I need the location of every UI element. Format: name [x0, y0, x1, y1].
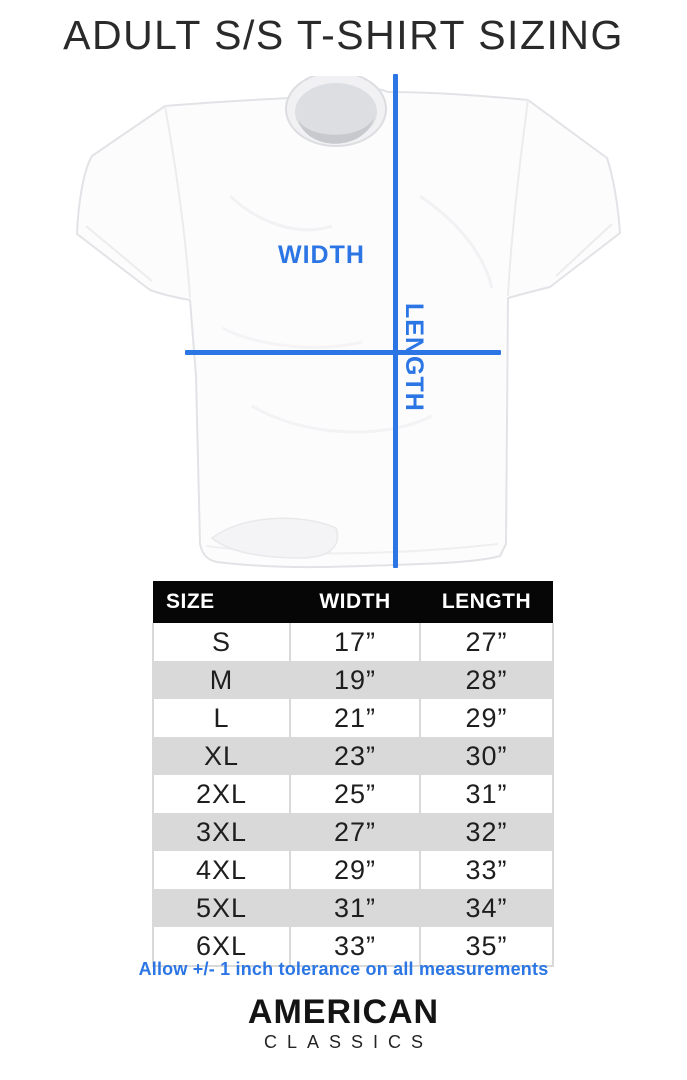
width-cell: 17”	[290, 623, 420, 661]
tolerance-note: Allow +/- 1 inch tolerance on all measurements	[138, 959, 549, 979]
size-cell: 6XL	[153, 927, 290, 966]
length-label: LENGTH	[400, 303, 428, 412]
length-cell: 29”	[420, 699, 553, 737]
tshirt-diagram	[0, 76, 687, 578]
length-cell: 28”	[420, 661, 553, 699]
width-cell: 33”	[290, 927, 420, 966]
size-chart-body	[153, 623, 553, 966]
length-cell: 32”	[420, 813, 553, 851]
length-cell: 35”	[420, 927, 553, 966]
brand-line2: CLASSICS	[263, 1032, 434, 1052]
width-cell: 25”	[290, 775, 420, 813]
size-cell: L	[153, 699, 290, 737]
width-cell: 23”	[290, 737, 420, 775]
tshirt-collar	[286, 76, 386, 146]
table-row	[153, 889, 553, 927]
size-cell: M	[153, 661, 290, 699]
width-column-header: WIDTH	[290, 581, 420, 623]
table-row	[153, 623, 553, 661]
table-row	[153, 661, 553, 699]
size-cell: 3XL	[153, 813, 290, 851]
width-cell: 19”	[290, 661, 420, 699]
tshirt-image	[0, 76, 687, 578]
length-cell: 31”	[420, 775, 553, 813]
length-column-header: LENGTH	[420, 581, 553, 623]
width-cell: 27”	[290, 813, 420, 851]
width-cell: 21”	[290, 699, 420, 737]
width-measure-line	[185, 350, 501, 355]
length-cell: 30”	[420, 737, 553, 775]
size-cell: 2XL	[153, 775, 290, 813]
table-row	[153, 813, 553, 851]
length-measure-line	[393, 74, 398, 568]
length-cell: 34”	[420, 889, 553, 927]
size-chart-table	[152, 581, 554, 967]
table-row	[153, 775, 553, 813]
brand-line1: AMERICAN	[247, 993, 440, 1031]
size-cell: S	[153, 623, 290, 661]
size-chart-header	[153, 581, 553, 623]
size-column-header: SIZE	[153, 581, 290, 623]
size-cell: XL	[153, 737, 290, 775]
tshirt-body	[77, 85, 620, 568]
table-row	[153, 699, 553, 737]
table-row	[153, 737, 553, 775]
size-cell: 5XL	[153, 889, 290, 927]
length-cell: 33”	[420, 851, 553, 889]
size-cell: 4XL	[153, 851, 290, 889]
width-cell: 29”	[290, 851, 420, 889]
width-label: WIDTH	[278, 241, 365, 269]
american-classics-logo	[0, 995, 687, 1053]
length-cell: 27”	[420, 623, 553, 661]
width-cell: 31”	[290, 889, 420, 927]
table-row	[153, 851, 553, 889]
page-title: ADULT S/S T-SHIRT SIZING	[63, 12, 624, 58]
